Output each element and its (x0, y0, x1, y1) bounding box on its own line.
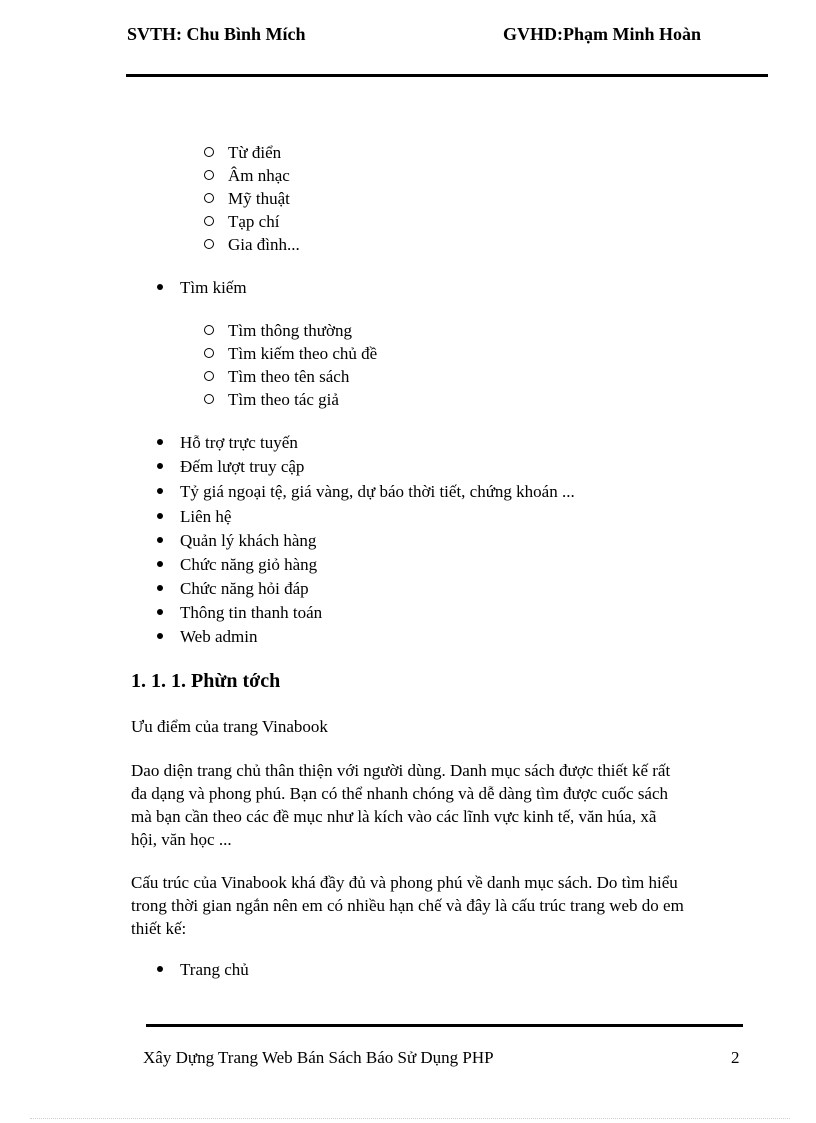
circle-bullet-icon (204, 216, 214, 226)
header-rule (126, 74, 768, 77)
paragraph-line: mà bạn cần theo các đề mục như là kích vào các lĩnh vực kinh tế, văn húa, xã (131, 807, 657, 826)
section-subtitle: Ưu điểm của trang Vinabook (131, 717, 328, 736)
page-edge-divider (30, 1118, 790, 1119)
bullet-icon (157, 488, 163, 494)
circle-bullet-icon (204, 239, 214, 249)
circle-bullet-icon (204, 193, 214, 203)
paragraph-line: Dao diện trang chủ thân thiện với người dùng. Danh mục sách được thiết kế rất (131, 761, 671, 780)
list-item: Tìm kiếm theo chủ đề (228, 344, 377, 364)
list-item: Thông tin thanh toán (180, 603, 322, 623)
bullet-icon (157, 284, 163, 290)
bullet-icon (157, 609, 163, 615)
section-heading: 1. 1. 1. Phừn tớch (131, 670, 281, 692)
footer-title: Xây Dựng Trang Web Bán Sách Báo Sử Dụng PHP (143, 1048, 494, 1067)
list-item: Tìm theo tác giả (228, 390, 339, 410)
list-item-search: Tìm kiếm (180, 278, 247, 298)
bullet-icon (157, 633, 163, 639)
list-item: Tạp chí (228, 212, 279, 232)
bullet-icon (157, 513, 163, 519)
list-item: Liên hệ (180, 507, 231, 527)
bullet-icon (157, 463, 163, 469)
circle-bullet-icon (204, 371, 214, 381)
bullet-icon (157, 537, 163, 543)
bullet-icon (157, 561, 163, 567)
circle-bullet-icon (204, 147, 214, 157)
circle-bullet-icon (204, 325, 214, 335)
list-item: Tìm thông thường (228, 321, 352, 341)
list-item: Mỹ thuật (228, 189, 290, 209)
list-item: Trang chủ (180, 960, 249, 980)
header-advisor: GVHD:Phạm Minh Hoàn (503, 24, 702, 44)
list-item: Hỗ trợ trực tuyến (180, 433, 298, 453)
list-item: Âm nhạc (228, 166, 290, 186)
list-item: Tìm theo tên sách (228, 367, 349, 387)
bullet-icon (157, 585, 163, 591)
circle-bullet-icon (204, 170, 214, 180)
header-student: SVTH: Chu Bình Mích (127, 24, 306, 44)
footer-rule (146, 1024, 743, 1027)
list-item: Gia đình... (228, 235, 300, 255)
list-item: Quản lý khách hàng (180, 531, 316, 551)
circle-bullet-icon (204, 394, 214, 404)
list-item: Từ điển (228, 143, 281, 163)
page-number: 2 (731, 1048, 740, 1067)
paragraph-line: đa dạng và phong phú. Bạn có thể nhanh chóng và dễ dàng tìm được cuốc sách (131, 784, 669, 803)
circle-bullet-icon (204, 348, 214, 358)
paragraph-line: trong thời gian ngắn nên em có nhiều hạn chế và đây là cấu trúc trang web do em (131, 896, 684, 915)
bullet-icon (157, 439, 163, 445)
paragraph-line: thiết kế: (131, 919, 187, 938)
paragraph-line: hội, văn học ... (131, 830, 232, 849)
list-item: Chức năng hỏi đáp (180, 579, 309, 599)
bullet-icon (157, 966, 163, 972)
list-item: Web admin (180, 627, 257, 647)
list-item: Chức năng giỏ hàng (180, 555, 317, 575)
list-item: Đếm lượt truy cập (180, 457, 304, 477)
list-item: Tỷ giá ngoại tệ, giá vàng, dự báo thời tiết, chứng khoán ... (180, 482, 575, 502)
paragraph-line: Cấu trúc của Vinabook khá đầy đủ và phong phú về danh mục sách. Do tìm hiểu (131, 873, 678, 892)
